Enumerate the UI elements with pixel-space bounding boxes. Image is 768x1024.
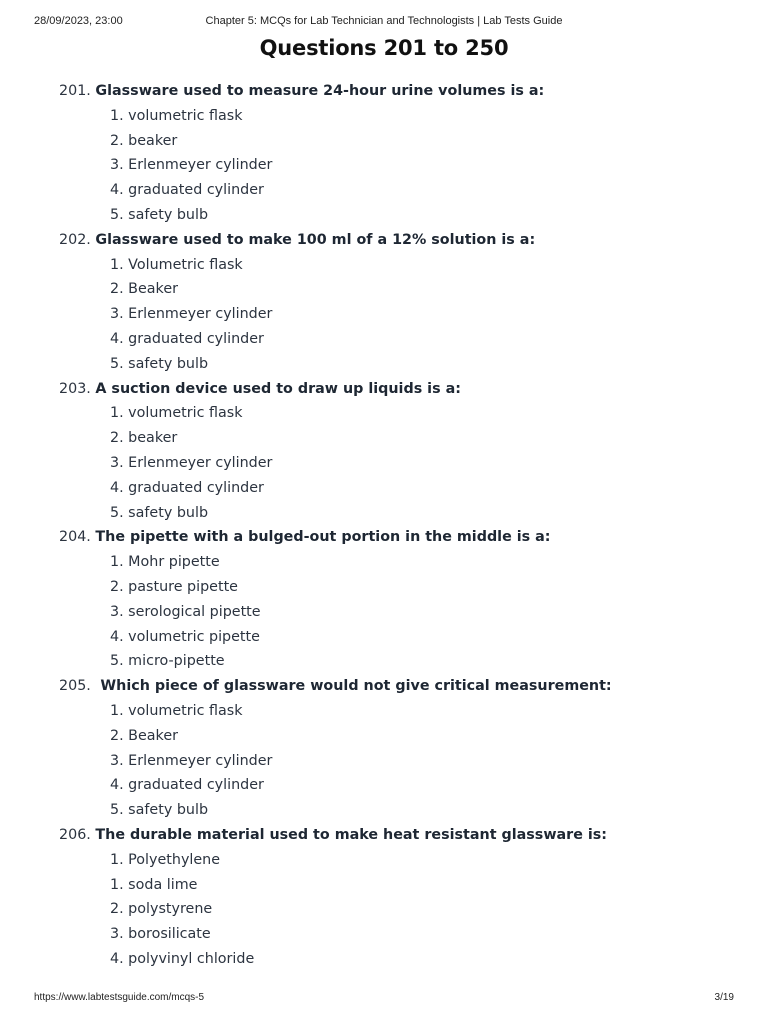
question-prompt: Glassware used to make 100 ml of a 12% solution is a: — [95, 231, 536, 248]
page-number: 3/19 — [714, 992, 734, 1003]
answer-option: 5. safety bulb — [110, 355, 209, 372]
answer-option: 4. graduated cylinder — [110, 330, 264, 347]
question-text — [59, 228, 748, 253]
answer-option: 2. Beaker — [110, 727, 178, 744]
answer-option: 4. polyvinyl chloride — [110, 950, 255, 967]
question-number: 203. — [59, 380, 91, 397]
answer-option: 4. graduated cylinder — [110, 479, 264, 496]
answer-option: 3. Erlenmeyer cylinder — [110, 752, 273, 769]
answer-option: 1. soda lime — [110, 876, 198, 893]
answer-option: 4. graduated cylinder — [110, 182, 264, 199]
answer-option: 5. micro-pipette — [110, 653, 225, 670]
question-number: 206. — [59, 826, 91, 843]
answer-option: 3. Erlenmeyer cylinder — [110, 157, 273, 174]
question-text — [59, 525, 748, 550]
question-text — [59, 823, 748, 848]
answer-option: 1. volumetric flask — [110, 107, 243, 124]
print-footer — [0, 992, 768, 1008]
question-list — [59, 79, 748, 972]
print-date: 28/09/2023, 23:00 — [34, 15, 123, 27]
answer-option: 3. serological pipette — [110, 603, 261, 620]
question-block — [59, 228, 748, 377]
answer-option: 1. Mohr pipette — [110, 554, 220, 571]
question-number: 201. — [59, 83, 91, 99]
answer-option: 4. volumetric pipette — [110, 628, 260, 645]
page-url: https://www.labtestsguide.com/mcqs-5 — [34, 992, 205, 1003]
answer-option: 1. Polyethylene — [110, 851, 221, 868]
question-block — [59, 79, 748, 228]
answer-option: 3. Erlenmeyer cylinder — [110, 454, 273, 471]
answer-option: 5. safety bulb — [110, 504, 209, 521]
answer-option: 1. Volumetric flask — [110, 256, 243, 273]
question-block — [59, 674, 748, 823]
print-header — [0, 15, 768, 31]
question-prompt: The pipette with a bulged-out portion in the middle is a: — [95, 529, 551, 546]
question-prompt: Which piece of glassware would not give critical measurement: — [95, 678, 612, 695]
question-block — [59, 525, 748, 674]
question-prompt: Glassware used to measure 24-hour urine volumes is a: — [95, 83, 545, 99]
answer-option: 2. Beaker — [110, 281, 178, 298]
question-prompt: The durable material used to make heat resistant glassware is: — [95, 826, 608, 843]
answer-option: 2. beaker — [110, 132, 178, 149]
answer-option: 1. volumetric flask — [110, 405, 243, 422]
answer-option: 2. polystyrene — [110, 901, 213, 918]
question-prompt: A suction device used to draw up liquids is a: — [95, 380, 461, 397]
question-text — [59, 377, 748, 402]
answer-option: 2. beaker — [110, 430, 178, 447]
question-number: 204. — [59, 529, 91, 546]
answer-option: 1. volumetric flask — [110, 702, 243, 719]
question-block — [59, 377, 748, 526]
answer-option: 5. safety bulb — [110, 206, 209, 223]
answer-option: 2. pasture pipette — [110, 578, 238, 595]
question-text — [59, 79, 748, 104]
question-text — [59, 674, 748, 699]
answer-option: 3. Erlenmeyer cylinder — [110, 306, 273, 323]
question-block — [59, 823, 748, 972]
answer-option: 4. graduated cylinder — [110, 777, 264, 794]
answer-option: 3. borosilicate — [110, 926, 211, 943]
page-title: Questions 201 to 250 — [259, 36, 509, 60]
document-title: Chapter 5: MCQs for Lab Technician and Technologists | Lab Tests Guide — [205, 15, 563, 27]
question-number: 202. — [59, 231, 91, 248]
answer-option: 5. safety bulb — [110, 802, 209, 819]
question-number: 205. — [59, 678, 91, 695]
